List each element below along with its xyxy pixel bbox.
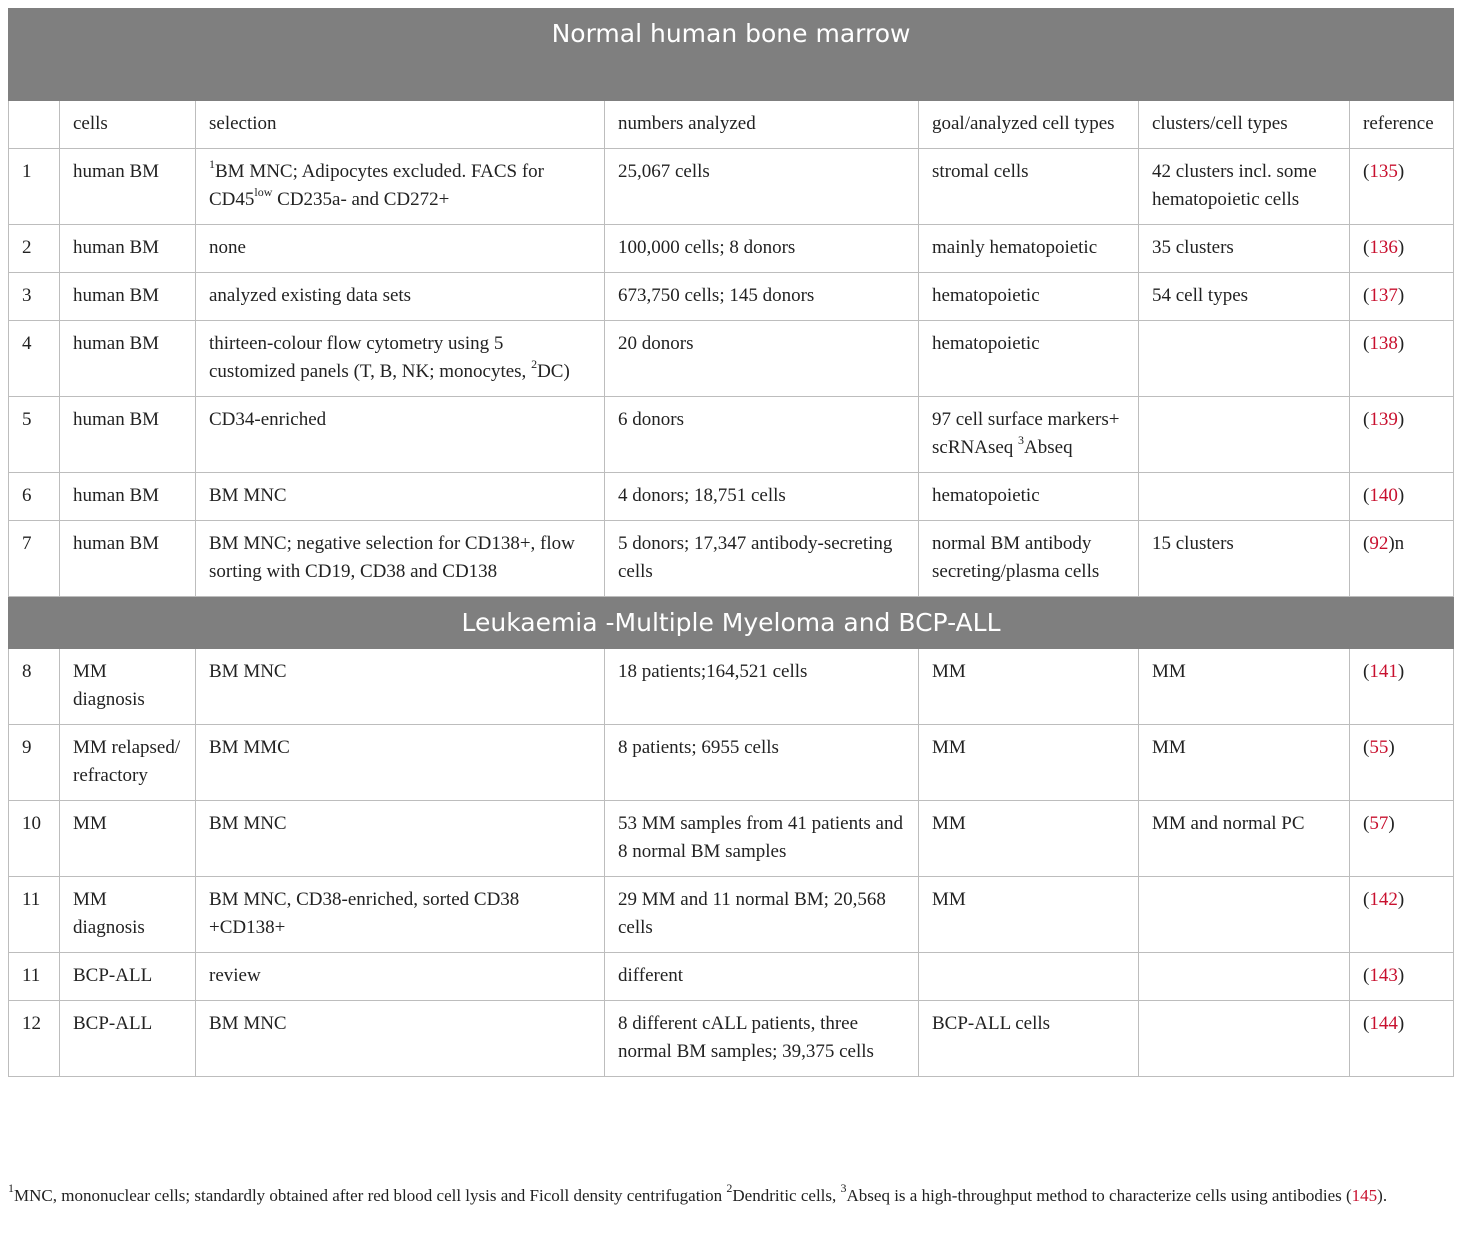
cell-cells: MM relapsed/ refractory <box>60 725 196 801</box>
selection-text: BM MNC; Adipocytes excluded. FACS for CD45 <box>209 161 544 210</box>
table-row <box>9 321 1454 397</box>
ref-paren-close: ) <box>1397 485 1405 506</box>
table-container <box>8 8 1453 1077</box>
selection-superscript: low <box>254 184 273 199</box>
cell-selection <box>196 321 605 397</box>
table-row <box>9 473 1454 521</box>
header-cells: cells <box>60 101 196 149</box>
cell-index: 6 <box>9 473 60 521</box>
table-row <box>9 273 1454 321</box>
cell-numbers: 6 donors <box>605 397 919 473</box>
section-title: Leukaemia -Multiple Myeloma and BCP-ALL <box>9 597 1454 649</box>
selection-text: BM MNC, CD38-enriched, sorted CD38 +CD138+ <box>209 889 520 938</box>
table-row <box>9 521 1454 597</box>
reference-link[interactable]: 137 <box>1369 285 1398 306</box>
ref-paren-close: ) <box>1388 813 1395 834</box>
cell-reference <box>1350 877 1454 953</box>
cell-selection <box>196 397 605 473</box>
cell-reference <box>1350 273 1454 321</box>
goal-text: hematopoietic <box>932 285 1040 306</box>
cell-numbers: 18 patients;164,521 cells <box>605 649 919 725</box>
ref-paren-open: ( <box>1363 333 1370 354</box>
cell-clusters: MM and normal PC <box>1139 801 1350 877</box>
reference-link[interactable]: 143 <box>1369 965 1398 986</box>
cell-index: 10 <box>9 801 60 877</box>
ref-paren-open: ( <box>1363 889 1370 910</box>
footnote-text-1: MNC, mononuclear cells; standardly obtained after red blood cell lysis and Ficoll density centrifugation <box>14 1186 727 1205</box>
header-clusters: clusters/cell types <box>1139 101 1350 149</box>
table-row <box>9 649 1454 725</box>
cell-index: 9 <box>9 725 60 801</box>
ref-paren-open: ( <box>1363 237 1370 258</box>
cell-index: 5 <box>9 397 60 473</box>
table-row <box>9 725 1454 801</box>
cell-clusters <box>1139 1001 1350 1077</box>
cell-goal <box>919 149 1139 225</box>
reference-link[interactable]: 57 <box>1369 813 1389 834</box>
cell-selection <box>196 225 605 273</box>
selection-text: review <box>209 965 261 986</box>
ref-paren-open: ( <box>1363 1013 1370 1034</box>
cell-numbers: 20 donors <box>605 321 919 397</box>
cell-index: 11 <box>9 953 60 1001</box>
goal-footnote-mark: 3 <box>1018 432 1025 447</box>
reference-suffix: n <box>1394 533 1405 554</box>
reference-link[interactable]: 136 <box>1369 237 1398 258</box>
cell-numbers: 8 different cALL patients, three normal BM samples; 39,375 cells <box>605 1001 919 1077</box>
ref-paren-close: ) <box>1397 285 1405 306</box>
cell-selection <box>196 725 605 801</box>
cell-numbers: 8 patients; 6955 cells <box>605 725 919 801</box>
footnote-text-3: Abseq is a high-throughput method to characterize cells using antibodies ( <box>846 1186 1352 1205</box>
ref-paren-close: ) <box>1397 965 1405 986</box>
cell-clusters <box>1139 321 1350 397</box>
selection-text: BM MNC <box>209 813 287 834</box>
cell-cells: MM diagnosis <box>60 649 196 725</box>
selection-text: CD34-enriched <box>209 409 327 430</box>
cell-goal <box>919 725 1139 801</box>
cell-reference <box>1350 149 1454 225</box>
header-goal: goal/analyzed cell types <box>919 101 1139 149</box>
cell-clusters: 15 clusters <box>1139 521 1350 597</box>
cell-index: 4 <box>9 321 60 397</box>
cell-index: 12 <box>9 1001 60 1077</box>
cell-goal <box>919 321 1139 397</box>
cell-clusters: MM <box>1139 725 1350 801</box>
cell-selection <box>196 273 605 321</box>
footnote-text-2: Dendritic cells, <box>732 1186 841 1205</box>
reference-link[interactable]: 144 <box>1369 1013 1398 1034</box>
cell-reference <box>1350 321 1454 397</box>
cell-clusters <box>1139 953 1350 1001</box>
cell-cells: human BM <box>60 321 196 397</box>
footnote-sup-2: 2 <box>726 1181 733 1196</box>
reference-link[interactable]: 142 <box>1369 889 1398 910</box>
cell-cells: MM <box>60 801 196 877</box>
footnote-text-4: ). <box>1377 1186 1388 1205</box>
cell-selection <box>196 521 605 597</box>
table-row <box>9 801 1454 877</box>
cell-goal <box>919 473 1139 521</box>
cell-goal <box>919 877 1139 953</box>
cell-goal <box>919 649 1139 725</box>
cell-goal <box>919 521 1139 597</box>
cell-clusters: MM <box>1139 649 1350 725</box>
table-row <box>9 397 1454 473</box>
ref-paren-close: ) <box>1397 409 1405 430</box>
cell-index: 8 <box>9 649 60 725</box>
section-header-leukaemia <box>9 597 1454 649</box>
selection-text-cont: DC) <box>537 361 570 382</box>
footnote <box>8 1181 1453 1208</box>
reference-link[interactable]: 141 <box>1369 661 1398 682</box>
cell-selection <box>196 877 605 953</box>
cell-cells: human BM <box>60 521 196 597</box>
header-selection: selection <box>196 101 605 149</box>
cell-selection <box>196 801 605 877</box>
ref-paren-open: ( <box>1363 661 1370 682</box>
ref-paren-close: ) <box>1388 737 1395 758</box>
goal-text: BCP-ALL cells <box>932 1013 1051 1034</box>
selection-text: thirteen-colour flow cytometry using 5 customized panels (T, B, NK; monocytes, <box>209 333 532 382</box>
cell-numbers: 25,067 cells <box>605 149 919 225</box>
footnote-reference-link[interactable]: 145 <box>1351 1186 1378 1205</box>
selection-superscript: 2 <box>531 356 538 371</box>
cell-cells: human BM <box>60 225 196 273</box>
cell-selection <box>196 649 605 725</box>
header-row <box>9 101 1454 149</box>
cell-reference <box>1350 649 1454 725</box>
cell-numbers: different <box>605 953 919 1001</box>
cell-clusters <box>1139 877 1350 953</box>
goal-text: 97 cell surface markers+ scRNAseq <box>932 409 1120 458</box>
cell-goal <box>919 397 1139 473</box>
cell-reference <box>1350 1001 1454 1077</box>
ref-paren-open: ( <box>1363 409 1370 430</box>
reference-link[interactable]: 139 <box>1369 409 1398 430</box>
cell-selection <box>196 953 605 1001</box>
goal-text: MM <box>932 737 966 758</box>
ref-paren-close: ) <box>1397 1013 1405 1034</box>
selection-text: BM MMC <box>209 737 290 758</box>
goal-text: normal BM antibody secreting/plasma cells <box>932 533 1100 582</box>
cell-cells: human BM <box>60 149 196 225</box>
cell-numbers: 100,000 cells; 8 donors <box>605 225 919 273</box>
table-row <box>9 1001 1454 1077</box>
selection-text: BM MNC; negative selection for CD138+, flow sorting with CD19, CD38 and CD138 <box>209 533 575 582</box>
cell-index: 1 <box>9 149 60 225</box>
cell-clusters: 54 cell types <box>1139 273 1350 321</box>
cell-cells: BCP-ALL <box>60 1001 196 1077</box>
cell-cells: human BM <box>60 397 196 473</box>
goal-text: hematopoietic <box>932 485 1040 506</box>
goal-text: mainly hematopoietic <box>932 237 1098 258</box>
cell-numbers: 673,750 cells; 145 donors <box>605 273 919 321</box>
ref-paren-open: ( <box>1363 485 1370 506</box>
header-numbers: numbers analyzed <box>605 101 919 149</box>
footnote-sup-3: 3 <box>840 1181 847 1196</box>
section-title: Normal human bone marrow <box>9 9 1454 101</box>
footnote-sup-1: 1 <box>8 1181 14 1196</box>
goal-text: MM <box>932 889 966 910</box>
header-index <box>9 101 60 149</box>
ref-paren-close: ) <box>1397 333 1405 354</box>
cell-clusters: 35 clusters <box>1139 225 1350 273</box>
selection-text: analyzed existing data sets <box>209 285 412 306</box>
section-header-normal <box>9 9 1454 101</box>
table-row <box>9 877 1454 953</box>
selection-text: BM MNC <box>209 1013 287 1034</box>
ref-paren-close: ) <box>1397 889 1405 910</box>
cell-reference <box>1350 521 1454 597</box>
cell-selection <box>196 1001 605 1077</box>
cell-reference <box>1350 725 1454 801</box>
cell-goal <box>919 225 1139 273</box>
cell-selection <box>196 473 605 521</box>
reference-link[interactable]: 135 <box>1369 161 1398 182</box>
goal-text: stromal cells <box>932 161 1029 182</box>
ref-paren-close: ) <box>1388 533 1395 554</box>
cell-numbers: 53 MM samples from 41 patients and 8 normal BM samples <box>605 801 919 877</box>
table-row <box>9 953 1454 1001</box>
ref-paren-close: ) <box>1397 237 1405 258</box>
cell-index: 7 <box>9 521 60 597</box>
reference-link[interactable]: 92 <box>1369 533 1389 554</box>
selection-text: BM MNC <box>209 661 287 682</box>
selection-text-cont: CD235a- and CD272+ <box>272 189 450 210</box>
cell-reference <box>1350 953 1454 1001</box>
cell-reference <box>1350 397 1454 473</box>
cell-clusters <box>1139 473 1350 521</box>
goal-text: MM <box>932 661 966 682</box>
cell-goal <box>919 273 1139 321</box>
cell-numbers: 29 MM and 11 normal BM; 20,568 cells <box>605 877 919 953</box>
header-reference: reference <box>1350 101 1454 149</box>
cell-goal <box>919 953 1139 1001</box>
cell-reference <box>1350 225 1454 273</box>
ref-paren-open: ( <box>1363 813 1370 834</box>
selection-footnote-mark: 1 <box>209 156 215 171</box>
cell-numbers: 5 donors; 17,347 antibody-secreting cells <box>605 521 919 597</box>
reference-link[interactable]: 55 <box>1369 737 1389 758</box>
cell-reference <box>1350 473 1454 521</box>
table-row <box>9 225 1454 273</box>
ref-paren-open: ( <box>1363 161 1370 182</box>
cell-goal <box>919 801 1139 877</box>
ref-paren-open: ( <box>1363 285 1370 306</box>
reference-link[interactable]: 138 <box>1369 333 1398 354</box>
cell-selection <box>196 149 605 225</box>
cell-clusters: 42 clusters incl. some hematopoietic cells <box>1139 149 1350 225</box>
ref-paren-open: ( <box>1363 737 1370 758</box>
cell-reference <box>1350 801 1454 877</box>
selection-text: BM MNC <box>209 485 287 506</box>
cell-index: 3 <box>9 273 60 321</box>
cell-index: 2 <box>9 225 60 273</box>
cell-goal <box>919 1001 1139 1077</box>
goal-text: MM <box>932 813 966 834</box>
ref-paren-close: ) <box>1397 661 1405 682</box>
ref-paren-open: ( <box>1363 965 1370 986</box>
cell-cells: human BM <box>60 273 196 321</box>
reference-link[interactable]: 140 <box>1369 485 1398 506</box>
ref-paren-open: ( <box>1363 533 1370 554</box>
goal-text: hematopoietic <box>932 333 1040 354</box>
cell-index: 11 <box>9 877 60 953</box>
cell-cells: MM diagnosis <box>60 877 196 953</box>
cell-clusters <box>1139 397 1350 473</box>
selection-text: none <box>209 237 246 258</box>
goal-text-cont: Abseq <box>1024 437 1073 458</box>
table-row <box>9 149 1454 225</box>
cell-cells: BCP-ALL <box>60 953 196 1001</box>
cell-numbers: 4 donors; 18,751 cells <box>605 473 919 521</box>
cell-cells: human BM <box>60 473 196 521</box>
ref-paren-close: ) <box>1397 161 1405 182</box>
data-table <box>8 8 1454 1077</box>
